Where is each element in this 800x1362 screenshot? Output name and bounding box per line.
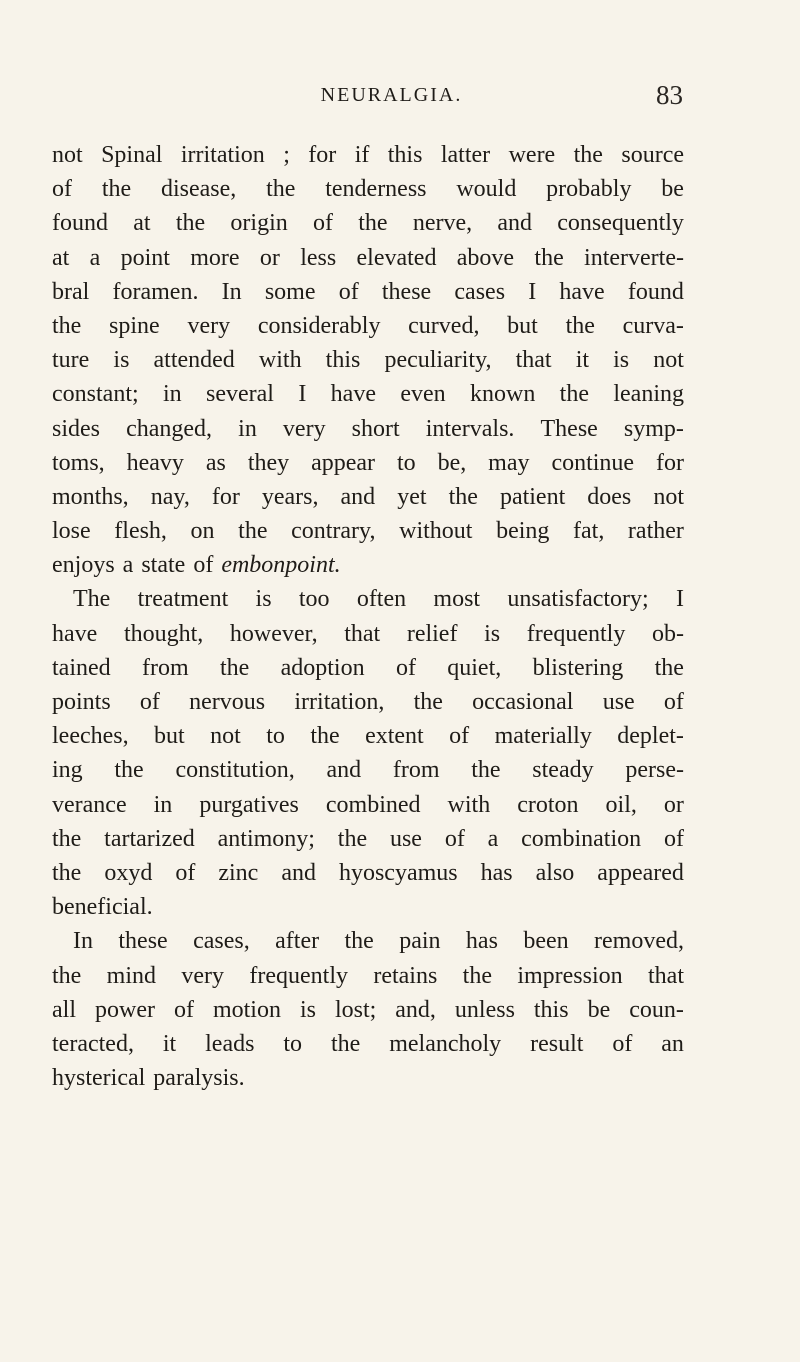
- word: the: [330, 1030, 361, 1057]
- text-line: [52, 412, 684, 446]
- word: with: [447, 791, 491, 818]
- word: of: [395, 654, 416, 681]
- word: is: [113, 347, 130, 374]
- text-line: [52, 514, 684, 548]
- word: in: [153, 791, 173, 818]
- word: from: [392, 757, 440, 784]
- word: of: [175, 859, 196, 886]
- word: In: [221, 278, 242, 305]
- word: peculiarity,: [384, 347, 492, 374]
- word: pain: [399, 928, 441, 955]
- word: interverte-: [584, 244, 684, 271]
- word: leads: [205, 1030, 255, 1057]
- word: croton: [517, 791, 579, 818]
- word: enjoys: [52, 552, 115, 579]
- text-line: [52, 719, 684, 753]
- word: motion: [212, 996, 281, 1023]
- word: the: [534, 244, 564, 271]
- text-line: [52, 651, 684, 685]
- word: the: [219, 654, 250, 681]
- word: spine: [109, 312, 160, 339]
- word: and: [326, 757, 362, 784]
- text-line: [52, 582, 684, 616]
- word: has: [480, 859, 513, 886]
- word: does: [587, 483, 632, 510]
- word: frequently: [249, 962, 348, 989]
- word: however,: [229, 620, 318, 647]
- word: were: [508, 142, 556, 168]
- word: without: [399, 518, 473, 545]
- word: a: [122, 552, 134, 579]
- word: from: [141, 654, 189, 681]
- word: state: [141, 552, 186, 579]
- word: this: [533, 996, 569, 1023]
- text-line: [52, 822, 684, 856]
- word: for: [656, 449, 684, 476]
- word: treatment: [137, 586, 229, 613]
- body-text: [52, 138, 684, 1095]
- word: the: [175, 210, 206, 237]
- word: and: [497, 210, 533, 237]
- word: purgatives: [199, 791, 299, 818]
- word: I: [676, 586, 684, 613]
- word: melancholy: [389, 1030, 502, 1057]
- word: deplet-: [617, 723, 684, 750]
- word: result: [530, 1030, 584, 1057]
- text-line: [52, 685, 684, 719]
- text-line: [52, 788, 684, 822]
- word: a: [89, 244, 101, 271]
- word: irritation: [180, 142, 265, 168]
- word: considerably: [257, 312, 381, 339]
- text-line: [52, 275, 684, 309]
- word: is: [613, 347, 630, 374]
- word: of: [449, 723, 470, 750]
- word: curva-: [622, 312, 684, 339]
- word: of: [338, 278, 359, 305]
- word: hyoscyamus: [338, 859, 458, 886]
- text-line: [52, 1061, 684, 1095]
- word: hysterical: [52, 1065, 146, 1092]
- word: contrary,: [291, 518, 376, 545]
- word: very: [187, 312, 231, 339]
- text-line: [52, 548, 684, 582]
- word: in: [238, 415, 257, 442]
- word: very: [181, 962, 225, 989]
- word: flesh,: [114, 518, 167, 545]
- word: sides: [52, 415, 100, 442]
- word: These: [540, 415, 598, 442]
- word: found: [52, 210, 108, 237]
- word: nervous: [189, 689, 266, 715]
- word: for: [308, 142, 337, 168]
- word: toms,: [52, 449, 105, 476]
- word: but: [507, 312, 538, 339]
- text-line: [52, 856, 684, 890]
- word: ob-: [651, 620, 684, 647]
- word: In: [73, 928, 93, 955]
- page-number: 83: [656, 80, 683, 110]
- word: consequently: [557, 210, 684, 237]
- word: unsatisfactory;: [507, 586, 649, 613]
- word: the: [471, 757, 501, 784]
- word: be: [661, 176, 684, 203]
- word: of: [444, 825, 465, 852]
- word: being: [496, 518, 550, 545]
- word: elevated: [356, 244, 437, 271]
- word: points: [52, 689, 111, 715]
- word: lose: [52, 518, 91, 545]
- word: it: [575, 347, 590, 374]
- word: has: [465, 928, 498, 955]
- text-line: [52, 343, 684, 377]
- word: verance: [52, 791, 127, 818]
- word: changed,: [126, 415, 213, 442]
- word: latter: [440, 142, 491, 168]
- text-line: [52, 138, 684, 172]
- word: but: [154, 723, 185, 750]
- word: the: [654, 654, 684, 681]
- word: constitution,: [175, 757, 295, 784]
- word: and: [340, 483, 376, 510]
- word: teracted,: [52, 1030, 134, 1057]
- word: yet: [397, 483, 427, 510]
- word: extent: [365, 723, 424, 750]
- text-line: [52, 309, 684, 343]
- word: they: [247, 449, 290, 476]
- word: to: [283, 1030, 303, 1057]
- word: the: [52, 859, 82, 886]
- word: irritation,: [294, 689, 385, 715]
- word: is: [484, 620, 501, 647]
- word: the: [310, 723, 340, 750]
- word: unless: [454, 996, 515, 1023]
- word: of: [139, 689, 160, 715]
- word: thought,: [123, 620, 204, 647]
- word: intervals.: [425, 415, 515, 442]
- word: the: [344, 928, 374, 955]
- word: origin: [230, 210, 288, 237]
- word: be: [587, 996, 611, 1023]
- word: I: [298, 381, 307, 408]
- word: this: [325, 347, 361, 374]
- word: in: [163, 381, 182, 408]
- word: leaning: [613, 381, 684, 408]
- word: point: [120, 244, 170, 271]
- word: these: [118, 928, 168, 955]
- word: an: [661, 1030, 684, 1057]
- word: often: [356, 586, 407, 613]
- word: have: [559, 278, 605, 305]
- word: The: [73, 586, 111, 613]
- word: would: [456, 176, 517, 203]
- word: or: [663, 791, 684, 818]
- word: the: [448, 483, 478, 510]
- word: removed,: [594, 928, 684, 955]
- word: all: [52, 996, 76, 1023]
- word: power: [94, 996, 155, 1023]
- word: of: [312, 210, 333, 237]
- word: retains: [373, 962, 438, 989]
- word: fat,: [573, 518, 605, 545]
- text-line: [52, 172, 684, 206]
- word: I: [528, 278, 537, 305]
- word: occasional: [472, 689, 574, 715]
- text-line: [52, 241, 684, 275]
- word: nerve,: [412, 210, 473, 237]
- word: blistering: [532, 654, 624, 681]
- word: antimony;: [217, 825, 315, 852]
- word: found: [627, 278, 684, 305]
- word: it: [162, 1030, 177, 1057]
- word: paralysis.: [153, 1065, 245, 1092]
- word: of: [663, 689, 684, 715]
- word: continue: [551, 449, 635, 476]
- word: to: [396, 449, 416, 476]
- text-line: [52, 206, 684, 240]
- text-line: [52, 1027, 684, 1061]
- word: appear: [311, 449, 376, 476]
- word: zinc: [218, 859, 259, 886]
- word: tained: [52, 654, 111, 681]
- word: bral: [52, 278, 90, 305]
- word: tenderness: [325, 176, 427, 203]
- word: curved,: [408, 312, 480, 339]
- word: after: [275, 928, 320, 955]
- word: impression: [517, 962, 623, 989]
- word: the: [573, 142, 603, 168]
- word: ing: [52, 757, 83, 784]
- word: the: [565, 312, 595, 339]
- text-line: [52, 959, 684, 993]
- word: have: [330, 381, 376, 408]
- word: ture: [52, 347, 90, 374]
- word: this: [387, 142, 423, 168]
- word: probably: [546, 176, 632, 203]
- text-line: [52, 617, 684, 651]
- word: of: [193, 552, 214, 579]
- word: very: [282, 415, 326, 442]
- word: of: [612, 1030, 633, 1057]
- word: the: [358, 210, 388, 237]
- word: combination: [521, 825, 642, 852]
- word: the: [52, 312, 82, 339]
- word: mind: [106, 962, 157, 989]
- word: years,: [261, 483, 319, 510]
- word: Spinal: [101, 142, 163, 168]
- word: of: [173, 996, 194, 1023]
- word: beneficial.: [52, 894, 153, 921]
- word: the: [52, 962, 82, 989]
- word: adoption: [280, 654, 365, 681]
- word: to: [266, 723, 285, 750]
- word: of: [663, 825, 684, 852]
- word: above: [456, 244, 515, 271]
- word: more: [190, 244, 240, 271]
- word: not: [52, 142, 83, 168]
- word: foramen.: [112, 278, 199, 305]
- word: as: [205, 449, 226, 476]
- word: even: [400, 381, 446, 408]
- word: heavy: [126, 449, 184, 476]
- word: use: [389, 825, 422, 852]
- word: coun-: [629, 996, 684, 1023]
- running-title: NEURALGIA.: [320, 84, 463, 106]
- word: perse-: [625, 757, 684, 784]
- word: disease,: [160, 176, 237, 203]
- word: several: [206, 381, 274, 408]
- word: at: [52, 244, 70, 271]
- word: at: [133, 210, 151, 237]
- word: leeches,: [52, 723, 129, 750]
- word: attended: [153, 347, 235, 374]
- word: or: [259, 244, 280, 271]
- word: oxyd: [104, 859, 153, 886]
- word: be,: [437, 449, 467, 476]
- word: the: [101, 176, 132, 203]
- word: nay,: [150, 483, 190, 510]
- word: ;: [283, 142, 290, 168]
- word: is: [255, 586, 272, 613]
- text-line: [52, 753, 684, 787]
- word: the: [266, 176, 296, 203]
- word: some: [264, 278, 316, 305]
- word: also: [535, 859, 575, 886]
- word: the: [114, 757, 144, 784]
- word: steady: [532, 757, 594, 784]
- word: most: [433, 586, 481, 613]
- word: frequently: [526, 620, 626, 647]
- text-line: [52, 993, 684, 1027]
- text-line: [52, 890, 684, 924]
- word: if: [354, 142, 370, 168]
- word: source: [621, 142, 684, 168]
- word: months,: [52, 483, 129, 510]
- word: combined: [325, 791, 421, 818]
- word: a: [487, 825, 499, 852]
- text-line: [52, 924, 684, 958]
- word: have: [52, 620, 98, 647]
- italic-term: embonpoint.: [221, 552, 341, 579]
- word: for: [211, 483, 240, 510]
- text-line: [52, 377, 684, 411]
- word: patient: [499, 483, 566, 510]
- word: rather: [627, 518, 684, 545]
- word: with: [258, 347, 302, 374]
- word: not: [653, 347, 684, 374]
- text-line: [52, 480, 684, 514]
- word: the: [462, 962, 492, 989]
- word: is: [299, 996, 316, 1023]
- word: known: [469, 381, 536, 408]
- word: and,: [395, 996, 436, 1023]
- word: materially: [494, 723, 592, 750]
- word: the: [52, 825, 82, 852]
- word: the: [413, 689, 443, 715]
- word: the: [337, 825, 368, 852]
- word: too: [298, 586, 330, 613]
- word: relief: [406, 620, 458, 647]
- word: cases,: [193, 928, 250, 955]
- word: constant;: [52, 381, 139, 408]
- word: may: [488, 449, 530, 476]
- word: short: [351, 415, 400, 442]
- word: not: [653, 483, 684, 510]
- word: tartarized: [104, 825, 195, 852]
- word: less: [300, 244, 337, 271]
- word: that: [515, 347, 552, 374]
- word: not: [210, 723, 241, 750]
- word: quiet,: [447, 654, 502, 681]
- running-head: [60, 80, 683, 120]
- word: and: [281, 859, 316, 886]
- word: appeared: [597, 859, 684, 886]
- word: oil,: [605, 791, 637, 818]
- word: cases: [454, 278, 506, 305]
- word: these: [381, 278, 432, 305]
- text-line: [52, 446, 684, 480]
- word: of: [52, 176, 72, 203]
- word: that: [344, 620, 381, 647]
- word: that: [648, 962, 684, 989]
- word: use: [602, 689, 635, 715]
- word: symp-: [623, 415, 684, 442]
- word: lost;: [334, 996, 377, 1023]
- word: the: [238, 518, 268, 545]
- word: on: [190, 518, 215, 545]
- word: been: [523, 928, 569, 955]
- word: the: [559, 381, 589, 408]
